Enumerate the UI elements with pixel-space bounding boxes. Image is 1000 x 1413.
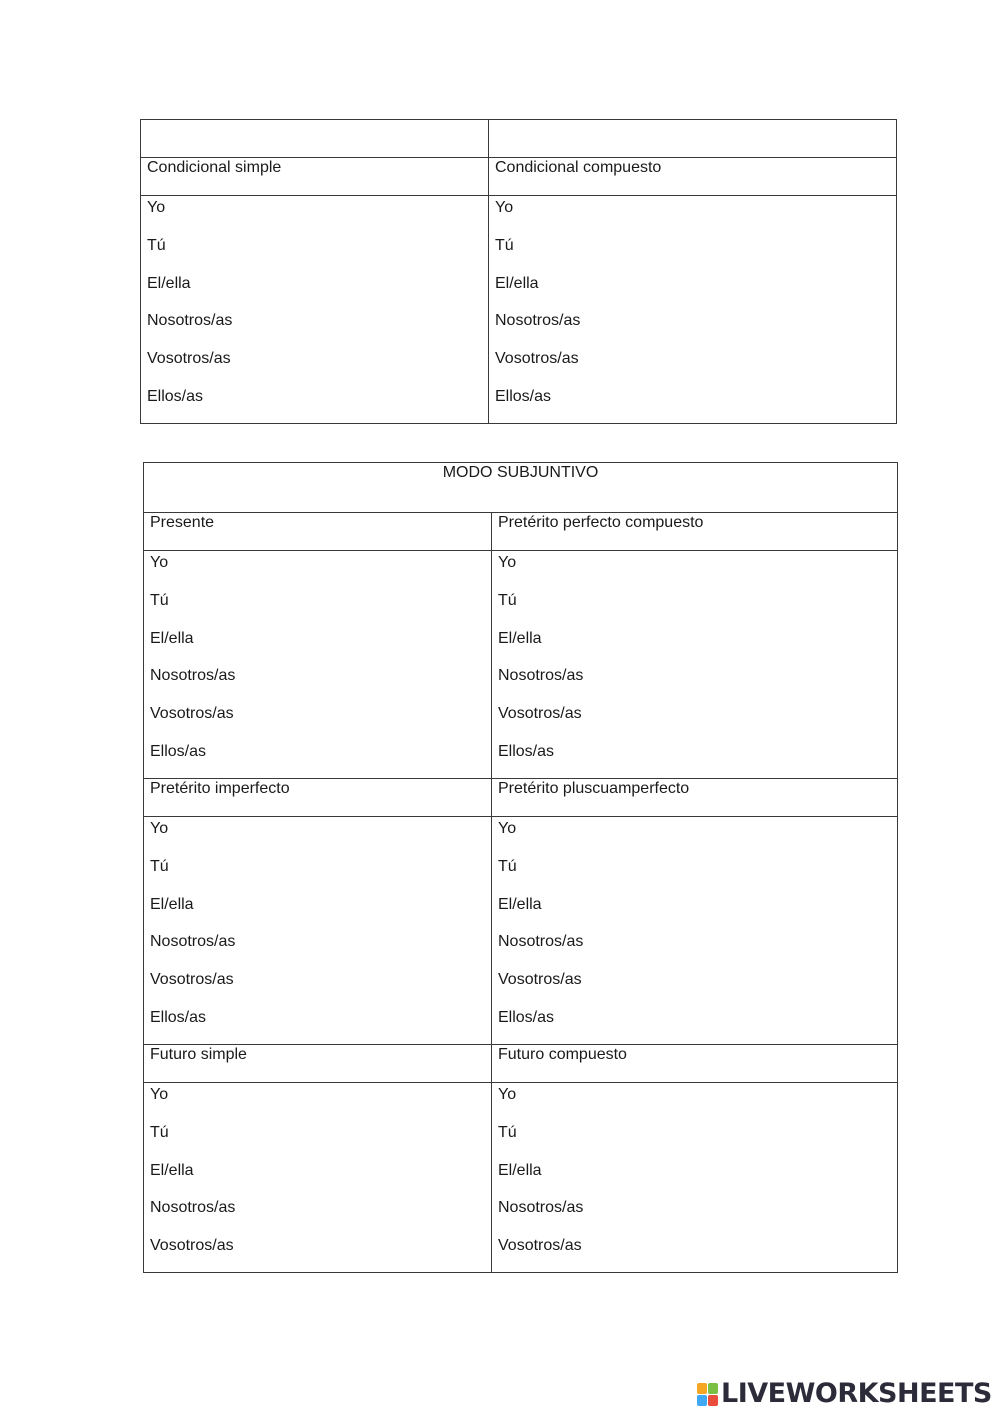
pronoun-label: El/ella [150, 895, 194, 913]
pronoun-label: El/ella [495, 274, 539, 292]
conjugation-row [144, 817, 898, 1045]
conjugation-cell-left [144, 817, 492, 1045]
pronoun-label: Vosotros/as [147, 350, 231, 368]
conjugation-cell-left [144, 551, 492, 779]
pronoun-label: El/ella [147, 274, 191, 292]
tense-header-row [141, 158, 897, 196]
pronoun-label: Yo [498, 1086, 517, 1103]
pronoun-label: Ellos/as [498, 742, 555, 760]
pronoun-label: Nosotros/as [150, 933, 236, 951]
subjunctive-mode-title: MODO SUBJUNTIVO [144, 463, 898, 513]
pronoun-label: El/ella [498, 629, 542, 647]
tense-header-row [144, 513, 898, 551]
tense-title-right: Condicional compuesto [489, 158, 897, 196]
conjugation-cell-right [489, 196, 897, 424]
pronoun-label: Nosotros/as [495, 312, 581, 330]
tense-title-right: Futuro compuesto [492, 1045, 898, 1083]
pronoun-label: Tú [150, 857, 169, 875]
pronoun-label: Nosotros/as [150, 667, 236, 685]
conjugation-row [144, 1083, 898, 1273]
empty-header-row [141, 120, 897, 158]
conjugation-cell-left [141, 196, 489, 424]
pronoun-label: Tú [495, 236, 514, 254]
pronoun-label: Ellos/as [147, 387, 204, 405]
pronoun-label: Nosotros/as [498, 667, 584, 685]
pronoun-label: Yo [498, 554, 517, 571]
tense-title-left: Futuro simple [144, 1045, 492, 1083]
pronoun-label: Vosotros/as [150, 971, 234, 989]
tense-title-left: Presente [144, 513, 492, 551]
subjunctive-table [143, 462, 898, 1273]
pronoun-label: Ellos/as [150, 1008, 207, 1026]
tense-header-row [144, 779, 898, 817]
pronoun-label: Yo [495, 199, 514, 216]
conjugation-row [144, 551, 898, 779]
pronoun-label: Vosotros/as [150, 705, 234, 723]
pronoun-label: El/ella [498, 1161, 542, 1179]
liveworksheets-logo-icon [697, 1383, 718, 1406]
pronoun-label: Vosotros/as [498, 971, 582, 989]
conjugation-row [141, 196, 897, 424]
tense-title-left: Condicional simple [141, 158, 489, 196]
tense-header-row [144, 1045, 898, 1083]
conjugation-cell-right [492, 551, 898, 779]
tense-title-right: Pretérito perfecto compuesto [492, 513, 898, 551]
pronoun-label: Yo [150, 1086, 169, 1103]
pronoun-label: Yo [498, 820, 517, 837]
tense-title-right: Pretérito pluscuamperfecto [492, 779, 898, 817]
conditional-table [140, 119, 897, 424]
empty-cell-left [141, 120, 489, 158]
pronoun-label: Vosotros/as [150, 1237, 234, 1255]
pronoun-label: Nosotros/as [498, 1199, 584, 1217]
conjugation-cell-right [492, 817, 898, 1045]
pronoun-label: Yo [147, 199, 166, 216]
pronoun-label: Yo [150, 554, 169, 571]
pronoun-label: Ellos/as [495, 387, 552, 405]
liveworksheets-logo [697, 1377, 997, 1411]
pronoun-label: Tú [498, 591, 517, 609]
tense-title-left: Pretérito imperfecto [144, 779, 492, 817]
pronoun-label: Nosotros/as [147, 312, 233, 330]
pronoun-label: Vosotros/as [498, 705, 582, 723]
pronoun-label: Vosotros/as [495, 350, 579, 368]
pronoun-label: El/ella [498, 895, 542, 913]
brand-name: LIVEWORKSHEETS [721, 1378, 992, 1409]
pronoun-label: Nosotros/as [498, 933, 584, 951]
pronoun-label: El/ella [150, 629, 194, 647]
pronoun-label: El/ella [150, 1161, 194, 1179]
pronoun-label: Vosotros/as [498, 1237, 582, 1255]
pronoun-label: Tú [150, 591, 169, 609]
pronoun-label: Ellos/as [150, 742, 207, 760]
pronoun-label: Yo [150, 820, 169, 837]
pronoun-label: Tú [498, 857, 517, 875]
pronoun-label: Tú [150, 1123, 169, 1141]
conjugation-cell-right [492, 1083, 898, 1273]
pronoun-label: Nosotros/as [150, 1199, 236, 1217]
pronoun-label: Tú [147, 236, 166, 254]
empty-cell-right [489, 120, 897, 158]
pronoun-label: Tú [498, 1123, 517, 1141]
pronoun-label: Ellos/as [498, 1008, 555, 1026]
conjugation-cell-left [144, 1083, 492, 1273]
